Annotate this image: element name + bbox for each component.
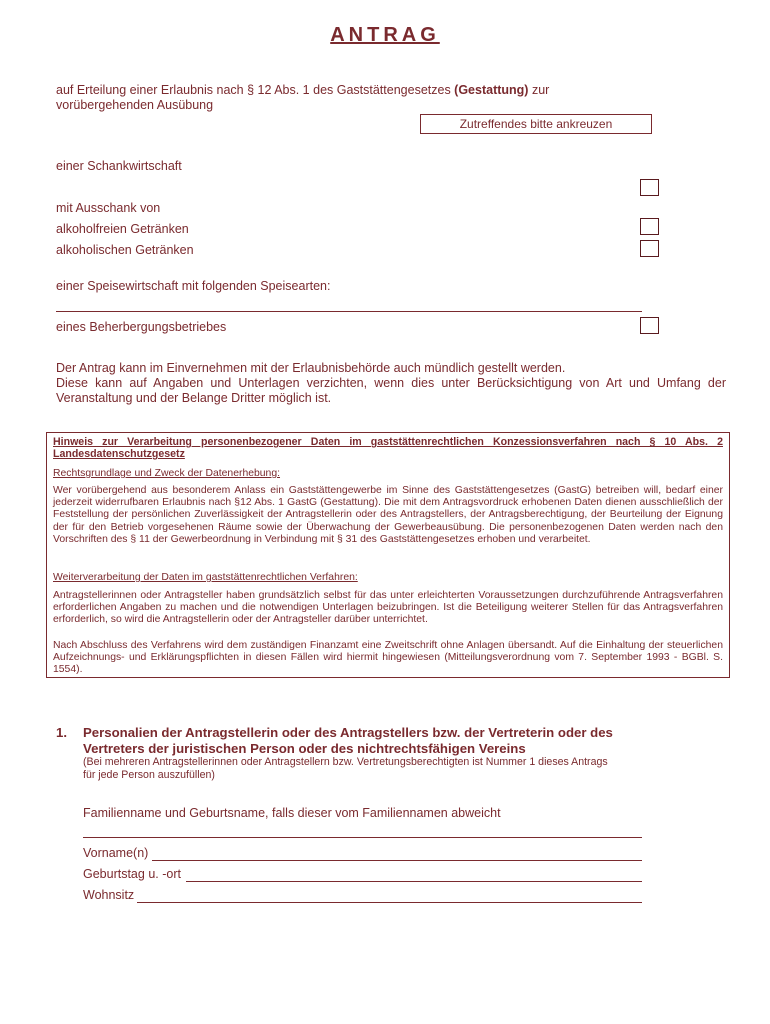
intro-line1-bold: (Gestattung): [454, 83, 529, 97]
intro-line2: vorübergehenden Ausübung: [56, 98, 214, 112]
intro-line1-pre: auf Erteilung einer Erlaubnis nach § 12 Abs. 1 des Gaststättengesetzes: [56, 83, 455, 97]
option-beherbergung-label: eines Beherbergungsbetriebes: [56, 320, 227, 334]
page-title: ANTRAG: [330, 24, 440, 46]
check-hint: Zutreffendes bitte ankreuzen: [420, 114, 652, 134]
option-alkoholfrei-label: alkoholfreien Getränken: [56, 222, 189, 236]
checkbox-alkoholfrei[interactable]: [640, 218, 659, 235]
wohnsitz-label: Wohnsitz: [83, 888, 135, 902]
privacy-para2: Antragstellerinnen oder Antragsteller haben grundsätzlich selbst für das unter erleichterten Voraussetzungen durchzuführende Antragsverfahren erforderlichen Angaben zu machen und die notwendigen Unterlagen beizubringen. Ist die Beteiligung weiterer Stellen für das Antragsverfahren erforderlich, so wird die Antragstellerin oder der Antragsteller darüber unterrichtet.: [53, 590, 723, 626]
option-alkoholisch-label: alkoholischen Getränken: [56, 243, 194, 257]
intro-text: [56, 83, 716, 113]
section1-number: 1.: [56, 725, 67, 740]
note-line1: Der Antrag kann im Einvernehmen mit der Erlaubnisbehörde auch mündlich gestellt werden.: [56, 361, 566, 375]
section1-heading-line2: Vertreters der juristischen Person oder des nichtrechtsfähigen Vereins: [83, 741, 526, 756]
privacy-sub2: Weiterverarbeitung der Daten im gaststättenrechtlichen Verfahren:: [53, 572, 358, 583]
geburtstag-label: Geburtstag u. -ort: [83, 867, 181, 881]
section1-heading-line1: Personalien der Antragstellerin oder des Antragstellers bzw. der Vertreterin oder des: [83, 725, 613, 740]
option-schankwirtschaft-label: einer Schankwirtschaft: [56, 159, 182, 173]
section1-sub1: (Bei mehreren Antragstellerinnen oder Antragstellern bzw. Vertretungsberechtigten ist Nummer 1 dieses Antrags: [83, 756, 608, 768]
section1-heading: [83, 725, 733, 757]
family-name-label: Familienname und Geburtsname, falls dieser vom Familiennamen abweicht: [83, 806, 501, 820]
option-speisewirtschaft-label: einer Speisewirtschaft mit folgenden Speisearten:: [56, 279, 331, 293]
note-text: [56, 361, 726, 406]
checkbox-alkoholisch[interactable]: [640, 240, 659, 257]
privacy-notice: [46, 432, 730, 678]
wohnsitz-line[interactable]: [137, 902, 642, 903]
section1-sub2: für jede Person auszufüllen): [83, 769, 215, 781]
checkbox-beherbergung[interactable]: [640, 317, 659, 334]
vorname-label: Vorname(n): [83, 846, 149, 860]
intro-line1-post: zur: [528, 83, 550, 97]
privacy-sub1: Rechtsgrundlage und Zweck der Datenerhebung:: [53, 468, 281, 479]
speisearten-line[interactable]: [56, 311, 642, 312]
geburtstag-line[interactable]: [186, 881, 642, 882]
checkbox-schankwirtschaft[interactable]: [640, 179, 659, 196]
privacy-para3: Nach Abschluss des Verfahrens wird dem zuständigen Finanzamt eine Zweitschrift ohne Anlagen übersandt. Auf die Einhaltung der steuerlichen Aufzeichnungs- und Erklärungspflichten in diesen Fällen wird hiermit hingewiesen (Mitteilungsverordnung vom 7. September 1993 - BGBl. S. 1554).: [53, 640, 723, 676]
privacy-heading: Hinweis zur Verarbeitung personenbezogener Daten im gaststättenrechtlichen Konzessionsverfahren nach § 10 Abs. 2 Landesdatenschutzgesetz: [53, 436, 723, 461]
option-ausschank-label: mit Ausschank von: [56, 201, 161, 215]
family-name-line[interactable]: [83, 837, 642, 838]
vorname-line[interactable]: [152, 860, 642, 861]
section1-subnote: [83, 756, 703, 782]
privacy-para1: Wer vorübergehend aus besonderem Anlass ein Gaststättengewerbe im Sinne des Gaststättengesetzes (GastG) betreiben will, bedarf einer jederzeit widerrufbaren Erlaubnis nach §12 Abs. 1 GastG (Gestattung). Die mit dem Antragsvordruck erhobenen Daten dienen ausschließlich der Feststellung der persönlichen Zuverlässigkeit der Antragstellerin oder des Antragstellers, der Antragsberechtigung, der Beurteilung der Eignung der für den Betrieb vorgesehenen Räume sowie der Überwachung der Gewerbeausübung. Die personenbezogenen Daten werden nach den Vorschriften des § 11 der Gewerbeordnung in Verbindung mit § 31 des Gaststättengesetzes erhoben und verarbeitet.: [53, 485, 723, 545]
note-line2: Diese kann auf Angaben und Unterlagen verzichten, wenn dies unter Berücksichtigung von Art und Umfang der Veranstaltung und der Belange Dritter möglich ist.: [56, 376, 726, 405]
